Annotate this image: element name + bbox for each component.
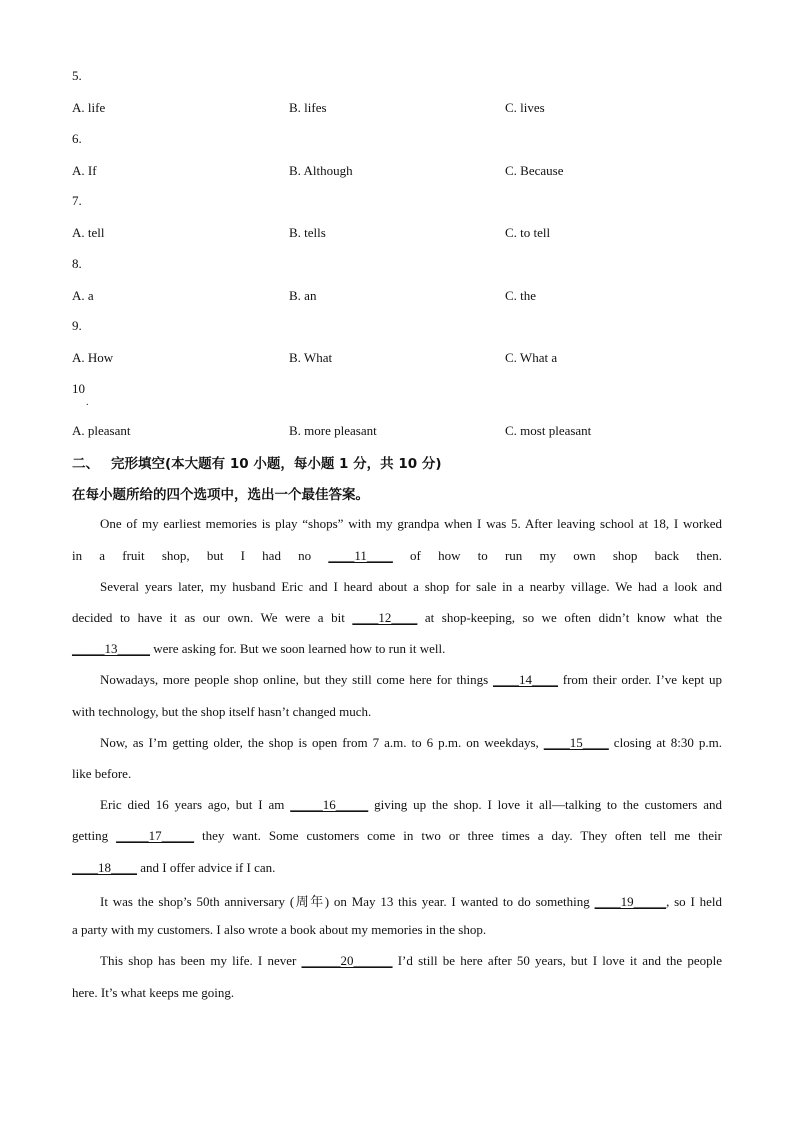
option-b: B. an	[289, 288, 317, 303]
option-a: A. pleasant	[72, 423, 131, 438]
option-b: B. more pleasant	[289, 423, 377, 438]
question-number-dot: .	[86, 397, 89, 408]
blank-11: ____11____	[328, 548, 393, 563]
passage-line: It was the shop’s 50th anniversary (周年) on May 13 this year. I wanted to do something ____19_____, so I held	[100, 894, 722, 909]
option-c: C. lives	[505, 100, 545, 115]
option-c: C. Because	[505, 163, 564, 178]
blank-14: ____14____	[493, 672, 558, 687]
option-c: C. What a	[505, 350, 558, 365]
option-a: A. life	[72, 100, 106, 115]
passage-line: Several years later, my husband Eric and I heard about a shop for sale in a nearby village. We had a look and	[100, 579, 722, 594]
passage-line: here. It’s what keeps me going.	[72, 985, 235, 1000]
section-instruction: 在每小题所给的四个选项中，选出一个最佳答案。	[72, 487, 369, 503]
passage-line: like before.	[72, 766, 132, 781]
passage-line: with technology, but the shop itself hasn’t changed much.	[72, 704, 372, 719]
question-number: 9.	[72, 318, 82, 333]
blank-20: ______20______	[301, 953, 393, 968]
option-b: B. What	[289, 350, 333, 365]
passage-line: decided to have it as our own. We were a bit ____12____ at shop-keeping, so we often didn’t know what the	[72, 610, 722, 625]
blank-13: _____13_____	[72, 641, 150, 656]
section-number: 二、	[72, 456, 99, 472]
question-number: 7.	[72, 193, 82, 208]
option-c: C. the	[505, 288, 537, 303]
passage-line: _____13_____ were asking for. But we soon learned how to run it well.	[72, 641, 446, 656]
option-a: A. tell	[72, 225, 105, 240]
blank-17: _____17_____	[116, 828, 195, 843]
blank-16: _____16_____	[290, 797, 369, 812]
passage-line: Eric died 16 years ago, but I am _____16_____ giving up the shop. I love it all—talking to the customers and	[100, 797, 722, 812]
blank-19: ____19_____	[594, 894, 667, 909]
passage-line: This shop has been my life. I never ______20______ I’d still be here after 50 years, but I love it and the people	[100, 953, 722, 968]
passage-line: ____18____ and I offer advice if I can.	[72, 860, 276, 875]
blank-15: ____15____	[543, 735, 609, 750]
section-heading	[72, 452, 442, 472]
option-b: B. lifes	[289, 100, 327, 115]
blank-12: ____12____	[352, 610, 418, 625]
question-number: 6.	[72, 131, 82, 146]
passage-line: One of my earliest memories is play “shops” with my grandpa when I was 5. After leaving school at 18, I worked	[100, 516, 722, 531]
passage-line: Nowadays, more people shop online, but they still come here for things ____14____ from their order. I’ve kept up	[100, 672, 722, 687]
option-b: B. Although	[289, 163, 353, 178]
option-a: A. If	[72, 163, 97, 178]
question-number: 5.	[72, 68, 82, 83]
passage-line: getting _____17_____ they want. Some customers come in two or three times a day. They often tell me their	[72, 828, 722, 843]
option-a: A. a	[72, 288, 94, 303]
option-c: C. to tell	[505, 225, 551, 240]
question-number: 8.	[72, 256, 82, 271]
passage-line: a party with my customers. I also wrote a book about my memories in the shop.	[72, 922, 487, 937]
option-c: C. most pleasant	[505, 423, 592, 438]
passage-line: in a fruit shop, but I had no ____11____ of how to run my own shop back then.	[72, 548, 722, 563]
section-title: 完形填空(本大题有 10 小题，每小题 1 分，共 10 分)	[111, 456, 442, 472]
option-b: B. tells	[289, 225, 326, 240]
blank-18: ____18____	[72, 860, 137, 875]
question-number: 10	[72, 381, 85, 396]
option-a: A. How	[72, 350, 114, 365]
passage-line: Now, as I’m getting older, the shop is open from 7 a.m. to 6 p.m. on weekdays, ____15____ closing at 8:30 p.m.	[100, 735, 722, 750]
